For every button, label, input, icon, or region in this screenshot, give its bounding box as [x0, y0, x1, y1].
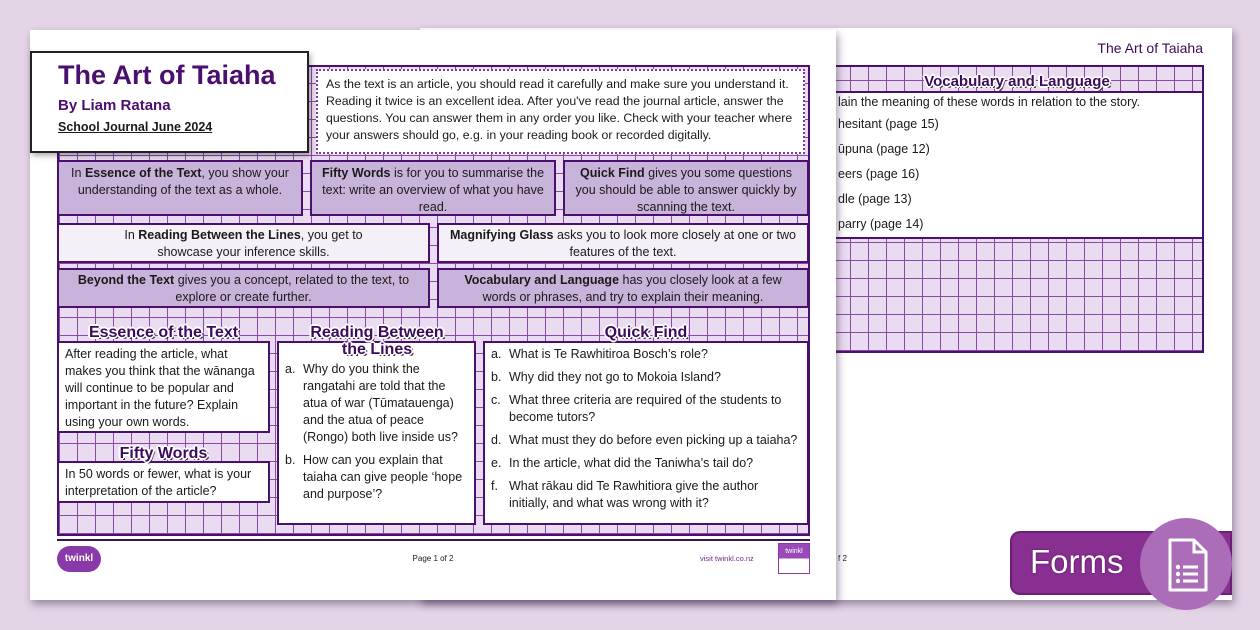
quick-heading: Quick Find	[604, 324, 688, 341]
guide-term: Vocabulary and Language	[464, 273, 620, 287]
page-number: Page 1 of 2	[412, 554, 454, 563]
guide-term: Beyond the Text	[77, 273, 175, 287]
vocab-item: parry (page 14)	[838, 217, 924, 231]
fifty-heading: Fifty Words	[119, 445, 208, 462]
question-text: What must they do before even picking up a taiaha?	[509, 433, 798, 447]
rbtl-box	[277, 341, 476, 525]
question-text: Why did they not go to Mokoia Island?	[509, 370, 721, 384]
essence-box: After reading the article, what makes you think that the wānanga will continue to be popular and important in the future? Explain using your own words.	[57, 341, 270, 433]
question-letter: a.	[285, 362, 296, 376]
guide-text: asks you to look more closely at one or two features of the text.	[553, 228, 796, 259]
fifty-box: In 50 words or fewer, what is your interpretation of the article?	[57, 461, 270, 503]
intro-box: As the text is an article, you should read it carefully and make sure you understand it. Reading it twice is an excellent idea. After you've read the journal article, answer the questions. You can answer them in any order you like. Check with your teacher where your answers should go, e.g. in your reading book or recorded digitally.	[316, 69, 805, 154]
question-letter: b.	[491, 370, 502, 384]
question-letter: e.	[491, 456, 502, 470]
page-2-header: The Art of Taiaha	[1097, 40, 1203, 56]
quick-question	[491, 455, 801, 472]
guide-quick	[563, 160, 809, 216]
footer-link[interactable]: visit twinkl.co.nz	[700, 554, 754, 563]
question-letter: d.	[491, 433, 502, 447]
page-2-footer-page: f 2	[838, 554, 847, 563]
guide-term: Quick Find	[580, 166, 645, 180]
quick-box	[483, 341, 809, 525]
question-letter: a.	[491, 347, 502, 361]
vocab-item: hesitant (page 15)	[838, 117, 939, 131]
quality-badge: twinkl	[778, 543, 810, 574]
page-title: The Art of Taiaha	[58, 60, 276, 90]
guide-text: gives you some questions you should be able to answer quickly by scanning the text.	[575, 166, 797, 214]
guide-magnifying	[437, 223, 809, 263]
question-letter: c.	[491, 393, 501, 407]
quick-question	[491, 432, 801, 449]
document-list-icon	[1140, 518, 1232, 610]
author: By Liam Ratana	[58, 97, 171, 114]
guide-text: In	[71, 166, 85, 180]
guide-text: gives you a concept, related to the text, to explore or create further.	[174, 273, 410, 304]
question-text: In the article, what did the Taniwha’s tail do?	[509, 456, 754, 470]
rbtl-heading: Reading Between the Lines	[310, 324, 444, 358]
guide-rbtl	[57, 223, 430, 263]
guide-vocab	[437, 268, 809, 308]
guide-text: , you show your understanding of the text as a whole.	[77, 166, 289, 197]
vocab-box	[830, 91, 1204, 239]
rbtl-question	[285, 452, 468, 503]
quick-question	[491, 346, 801, 363]
guide-term: Fifty Words	[321, 166, 391, 180]
vocab-intro: lain the meaning of these words in relation to the story.	[838, 95, 1141, 109]
essence-heading: Essence of the Text	[88, 324, 239, 341]
question-letter: f.	[491, 479, 498, 493]
title-box	[30, 51, 309, 153]
guide-text: has you closely look at a few words or phrases, and try to explain their meaning.	[482, 273, 782, 304]
guide-term: Essence of the Text	[84, 166, 202, 180]
question-text: What is Te Rawhitiroa Bosch’s role?	[509, 347, 708, 361]
quick-question	[491, 478, 801, 512]
vocab-item: ūpuna (page 12)	[838, 142, 930, 156]
footer-divider	[57, 539, 810, 541]
question-letter: b.	[285, 453, 296, 467]
forms-label: Forms	[1030, 543, 1124, 580]
quick-question	[491, 369, 801, 386]
question-text: What three criteria are required of the students to become tutors?	[509, 393, 782, 424]
guide-text: In	[124, 228, 139, 242]
vocab-item: eers (page 16)	[838, 167, 920, 181]
guide-text: , you get to showcase your inference skills.	[157, 228, 363, 259]
guide-fifty	[310, 160, 556, 216]
guide-term: Reading Between the Lines	[138, 228, 301, 242]
quick-question	[491, 392, 801, 426]
guide-term: Magnifying Glass	[450, 228, 554, 242]
question-text: Why do you think the rangatahi are told that the atua of war (Tūmatauenga) and the atua of peace (Rongo) both live inside us?	[303, 362, 458, 444]
question-text: What rākau did Te Rawhitiora give the author initially, and what was wrong with it?	[509, 479, 759, 510]
guide-beyond	[57, 268, 430, 308]
vocab-item: dle (page 13)	[838, 192, 912, 206]
guide-essence	[57, 160, 303, 216]
question-text: How can you explain that taiaha can give people ‘hope and purpose’?	[303, 453, 463, 501]
vocab-heading: Vocabulary and Language	[924, 73, 1110, 90]
rbtl-question	[285, 361, 468, 446]
guide-text: is for you to summarise the text: write an overview of what you have read.	[322, 166, 545, 214]
source: School Journal June 2024	[58, 120, 213, 134]
forms-icon	[1140, 518, 1232, 610]
twinkl-logo: twinkl	[57, 546, 101, 572]
